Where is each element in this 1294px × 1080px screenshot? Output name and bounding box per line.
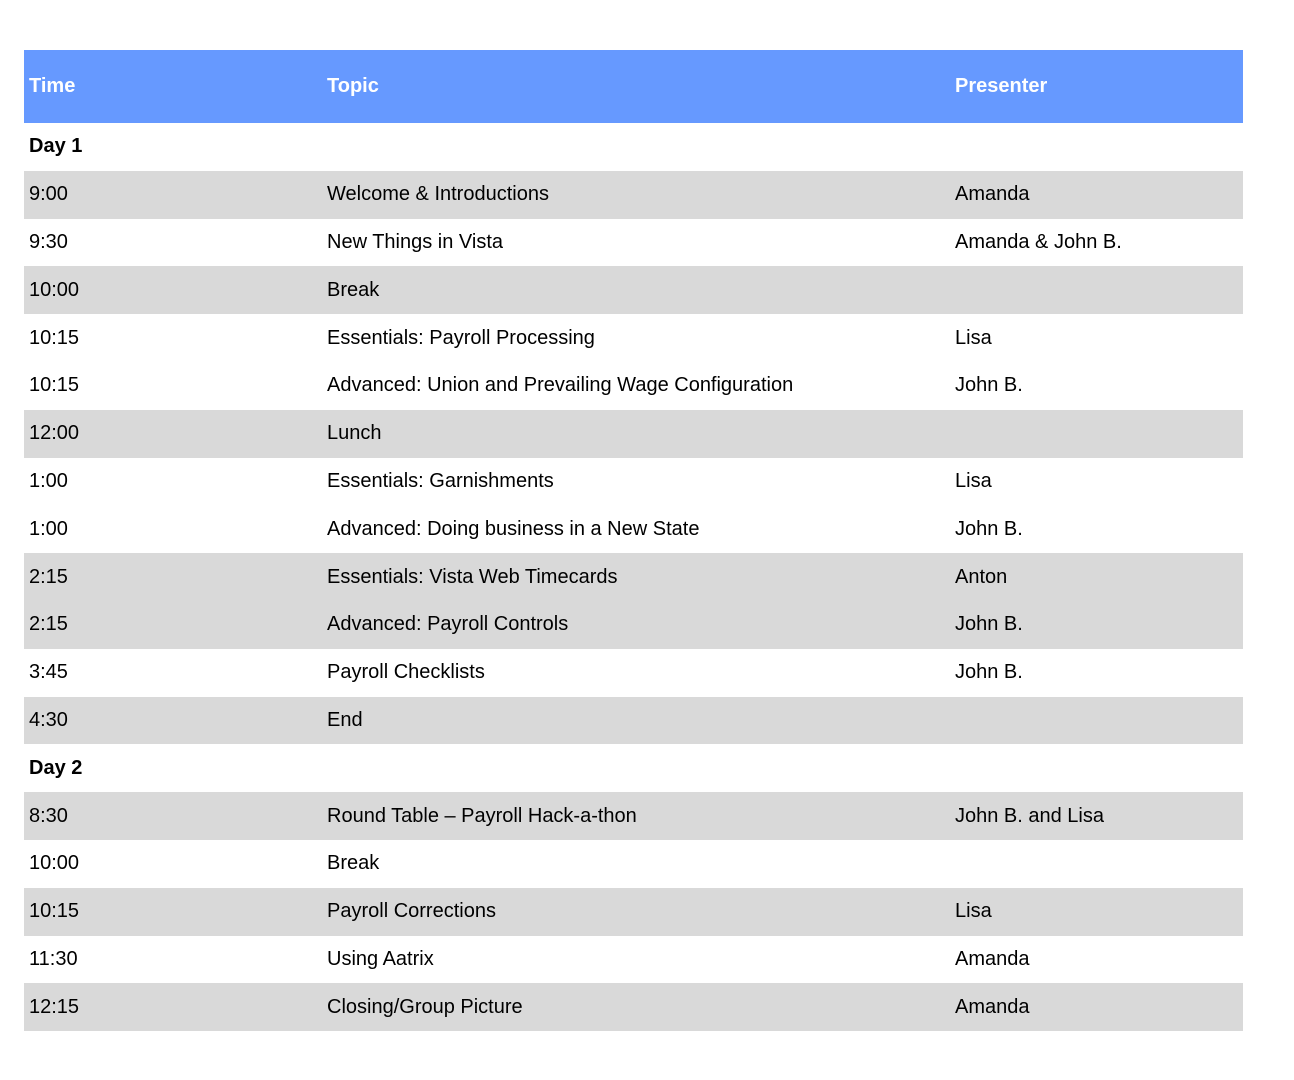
row-time: 9:00 — [29, 183, 68, 206]
table-row — [24, 697, 1243, 745]
row-presenter: Amanda — [955, 183, 1030, 206]
table-row — [24, 362, 1243, 410]
table-row — [24, 983, 1243, 1031]
row-time: 8:30 — [29, 804, 68, 827]
table-row — [24, 792, 1243, 840]
row-topic: Welcome & Introductions — [327, 183, 549, 206]
table-body — [24, 123, 1243, 1031]
row-presenter: Anton — [955, 565, 1008, 588]
row-topic: End — [327, 708, 363, 731]
table-row — [24, 553, 1243, 601]
row-time: 11:30 — [29, 947, 78, 970]
row-topic: Essentials: Garnishments — [327, 469, 554, 492]
row-time: Day 1 — [29, 135, 83, 158]
row-time: 12:15 — [29, 995, 80, 1018]
row-time: 10:00 — [29, 852, 80, 875]
row-presenter: Lisa — [955, 326, 992, 349]
row-topic: Using Aatrix — [327, 947, 434, 970]
row-time: 10:15 — [29, 374, 80, 397]
row-topic: Essentials: Payroll Processing — [327, 326, 595, 349]
row-topic: Payroll Corrections — [327, 900, 496, 923]
agenda-table — [24, 50, 1243, 1031]
row-topic: Advanced: Payroll Controls — [327, 613, 569, 636]
row-topic: New Things in Vista — [327, 230, 504, 253]
row-topic: Essentials: Vista Web Timecards — [327, 565, 618, 588]
row-topic: Payroll Checklists — [327, 661, 485, 684]
table-row — [24, 458, 1243, 506]
row-topic: Closing/Group Picture — [327, 995, 523, 1018]
row-time: Day 2 — [29, 756, 83, 779]
row-time: 1:00 — [29, 517, 68, 540]
row-presenter: John B. — [955, 517, 1023, 540]
day-heading-row — [24, 744, 1243, 792]
row-presenter: John B. — [955, 374, 1023, 397]
table-header — [24, 50, 1243, 123]
table-row — [24, 505, 1243, 553]
row-topic: Lunch — [327, 422, 382, 445]
row-time: 10:00 — [29, 278, 80, 301]
header-time: Time — [29, 75, 76, 97]
row-time: 4:30 — [29, 708, 68, 731]
header-topic: Topic — [327, 75, 379, 97]
row-presenter: John B. — [955, 613, 1023, 636]
table-row — [24, 266, 1243, 314]
row-presenter: John B. — [955, 661, 1023, 684]
row-topic: Break — [327, 852, 380, 875]
table-row — [24, 601, 1243, 649]
row-time: 12:00 — [29, 422, 80, 445]
table-row — [24, 410, 1243, 458]
row-time: 2:15 — [29, 565, 68, 588]
table-row — [24, 171, 1243, 219]
row-presenter: Lisa — [955, 900, 992, 923]
table-row — [24, 314, 1243, 362]
row-time: 10:15 — [29, 326, 80, 349]
row-presenter: Amanda & John B. — [955, 230, 1122, 253]
table-row — [24, 888, 1243, 936]
row-presenter: Amanda — [955, 995, 1030, 1018]
row-time: 1:00 — [29, 469, 68, 492]
table-row — [24, 219, 1243, 267]
row-time: 3:45 — [29, 661, 68, 684]
header-presenter: Presenter — [955, 75, 1048, 97]
row-time: 9:30 — [29, 230, 68, 253]
day-heading-row — [24, 123, 1243, 171]
row-presenter: Lisa — [955, 469, 992, 492]
row-presenter: Amanda — [955, 947, 1030, 970]
row-topic: Break — [327, 278, 380, 301]
row-topic: Round Table – Payroll Hack-a-thon — [327, 804, 637, 827]
row-time: 2:15 — [29, 613, 68, 636]
row-topic: Advanced: Doing business in a New State — [327, 517, 700, 540]
row-presenter: John B. and Lisa — [955, 804, 1104, 827]
table-row — [24, 936, 1243, 984]
row-topic: Advanced: Union and Prevailing Wage Configuration — [327, 374, 794, 397]
table-row — [24, 649, 1243, 697]
row-time: 10:15 — [29, 900, 80, 923]
table-row — [24, 840, 1243, 888]
